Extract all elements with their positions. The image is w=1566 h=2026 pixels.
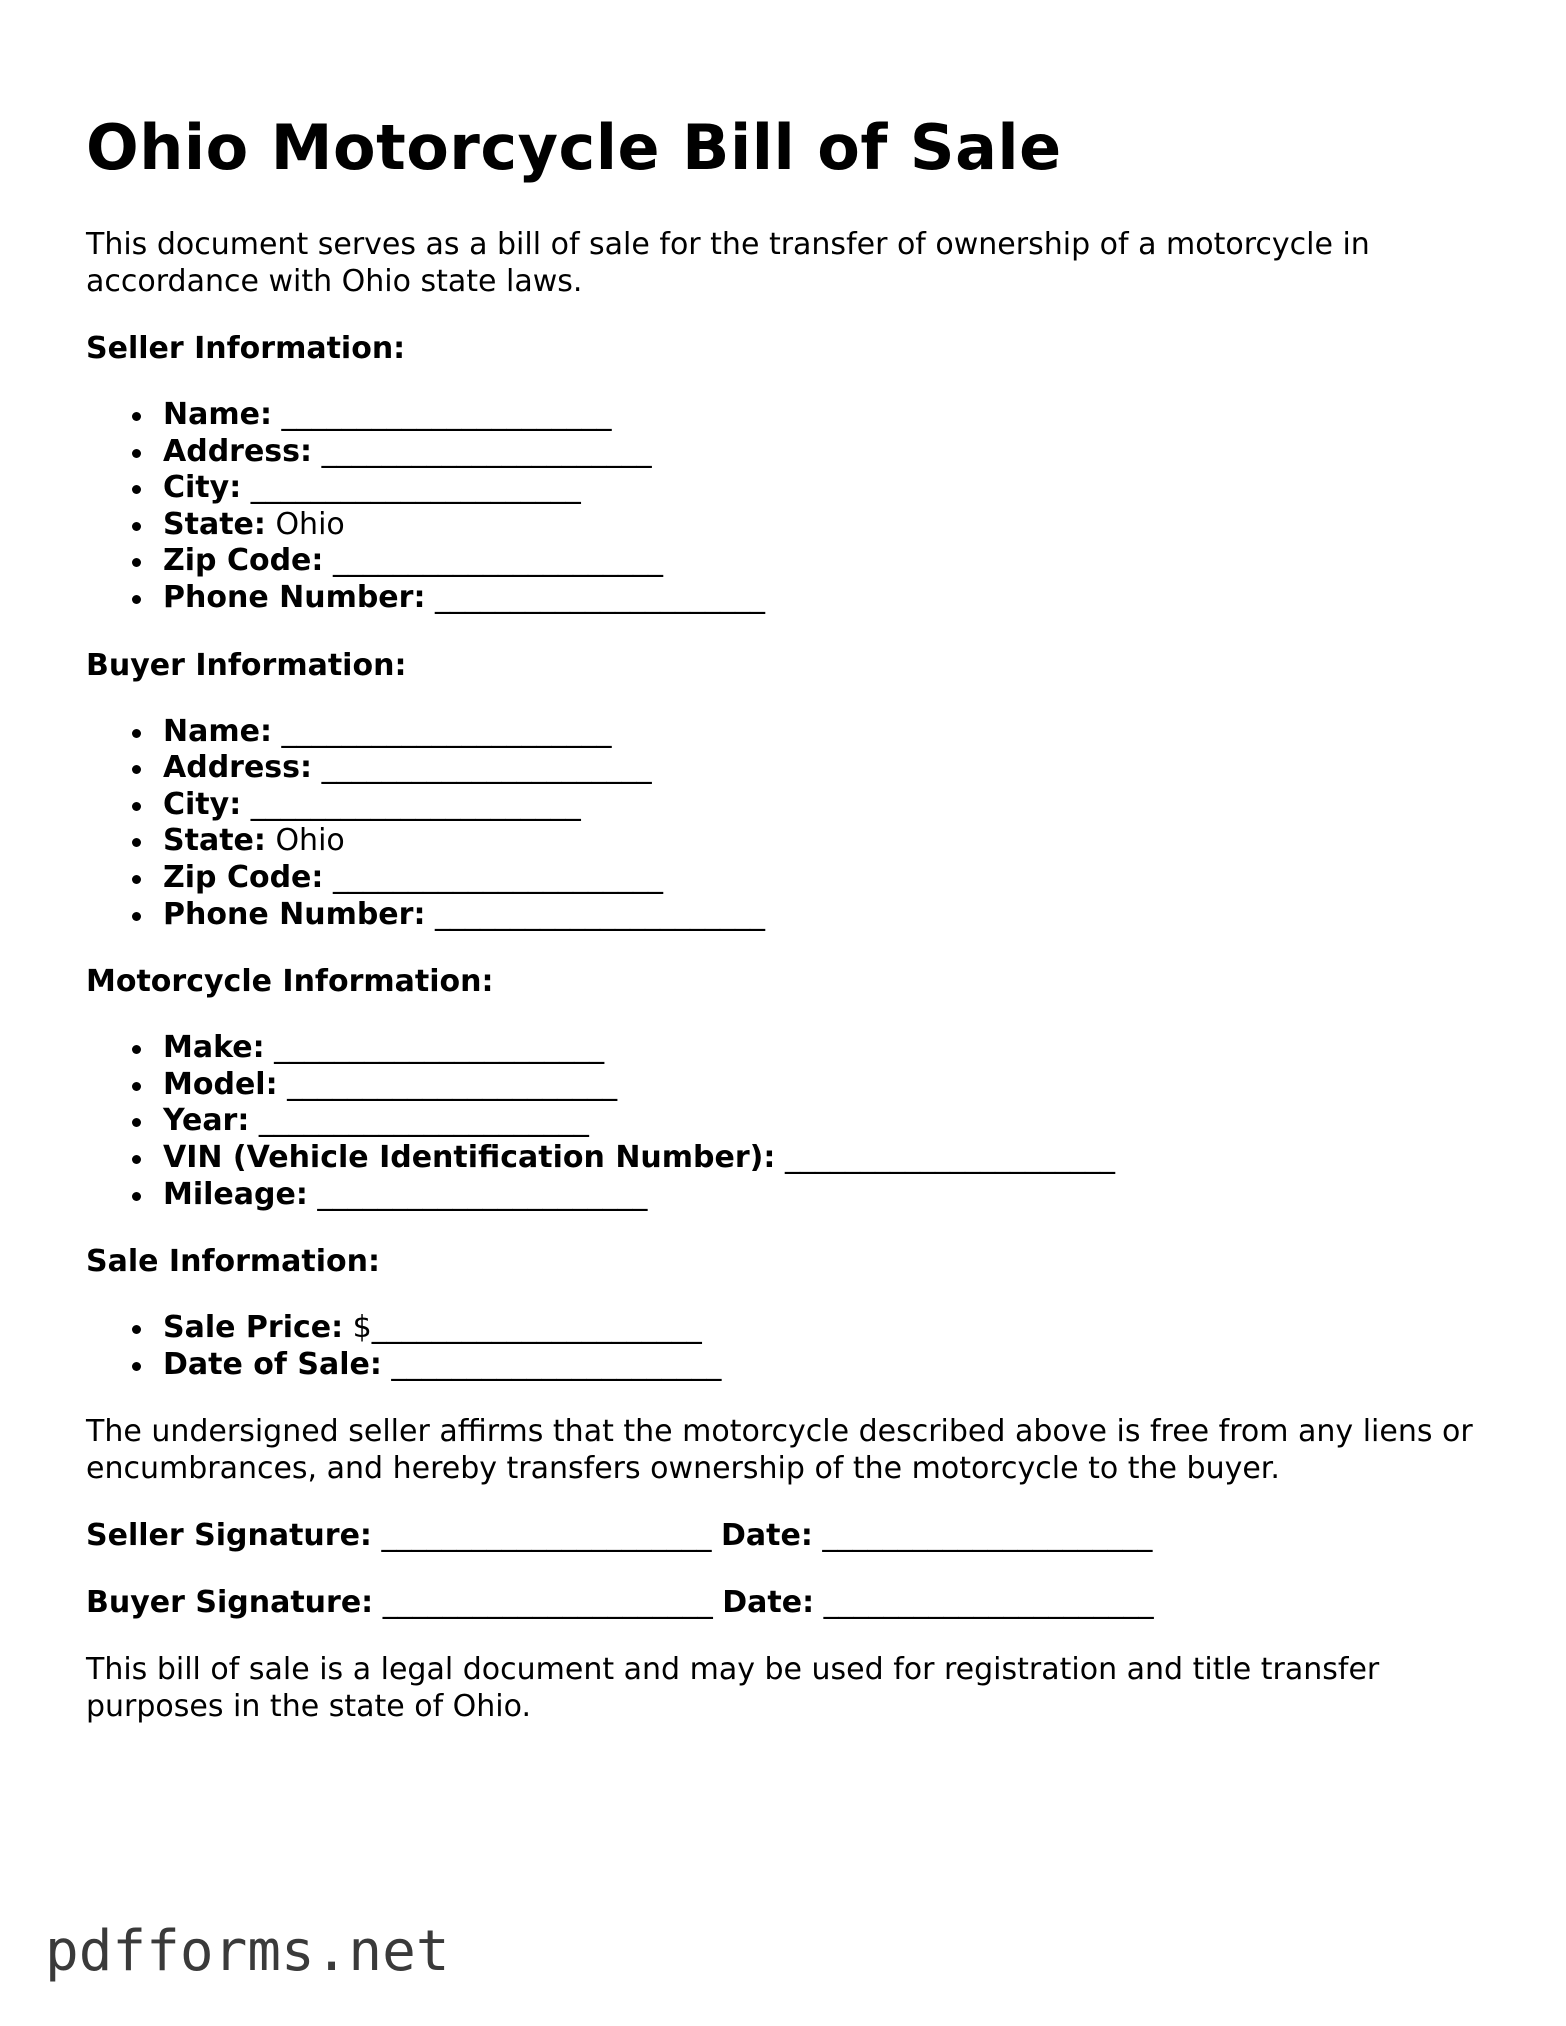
seller-address-field[interactable] <box>86 434 1486 471</box>
affirmation-paragraph: The undersigned seller affirms that the motorcycle described above is free from any liens or encumbrances, and hereby transfers ownership of the motorcycle to the buyer. <box>86 1414 1473 1487</box>
sale-field-list <box>86 1310 1486 1383</box>
field-value: ______________________ <box>250 470 581 506</box>
seller-date-label: Date: <box>721 1518 813 1554</box>
field-value: Ohio <box>275 506 345 542</box>
field-value: ______________________ <box>332 859 663 895</box>
buyer-signature-line <box>86 1584 1486 1621</box>
sale-price-field[interactable] <box>86 1310 1486 1347</box>
field-value: ______________________ <box>321 433 652 469</box>
watermark-logo: pdfforms.net <box>45 1919 450 1984</box>
field-value: ______________________ <box>332 543 663 579</box>
field-label: City: <box>163 786 242 822</box>
field-label: Mileage: <box>163 1176 308 1212</box>
buyer-zip-field[interactable] <box>86 860 1486 897</box>
field-value: Ohio <box>275 823 345 859</box>
field-label: Zip Code: <box>163 859 324 895</box>
field-value: ______________________ <box>317 1176 648 1212</box>
motorcycle-vin-field[interactable] <box>86 1140 1486 1177</box>
field-label: Address: <box>163 750 313 786</box>
motorcycle-model-field[interactable] <box>86 1067 1486 1104</box>
seller-section-heading: Seller Information: <box>86 331 406 366</box>
field-label: Sale Price: <box>163 1310 344 1346</box>
field-value: ______________________ <box>435 579 765 615</box>
buyer-phone-field[interactable] <box>86 897 1486 934</box>
seller-signature-blank[interactable]: ______________________ <box>381 1518 712 1554</box>
field-label: Date of Sale: <box>163 1346 382 1382</box>
field-value: ______________________ <box>281 713 612 749</box>
motorcycle-section-heading: Motorcycle Information: <box>86 964 494 1000</box>
seller-phone-field[interactable] <box>86 580 1486 617</box>
intro-paragraph: This document serves as a bill of sale for the transfer of ownership of a motorcycle in accordance with Ohio state laws. <box>86 227 1370 299</box>
motorcycle-field-list <box>86 1030 1486 1213</box>
field-label: VIN (Vehicle Identification Number): <box>163 1139 776 1175</box>
buyer-signature-blank[interactable]: ______________________ <box>382 1585 713 1621</box>
field-value: ______________________ <box>321 750 652 786</box>
field-label: Make: <box>163 1030 265 1066</box>
seller-city-field[interactable] <box>86 470 1486 507</box>
seller-signature-line <box>86 1517 1486 1554</box>
field-value: ______________________ <box>281 397 612 432</box>
field-label: Phone Number: <box>163 896 426 932</box>
buyer-date-label: Date: <box>722 1585 815 1621</box>
seller-zip-field[interactable] <box>86 543 1486 580</box>
field-label: Phone Number: <box>163 579 426 615</box>
document-page <box>86 100 1486 1725</box>
seller-field-list <box>86 397 1486 617</box>
seller-date-blank[interactable]: ______________________ <box>822 1518 1153 1554</box>
motorcycle-make-field[interactable] <box>86 1030 1486 1067</box>
buyer-field-list <box>86 714 1486 934</box>
field-value: ______________________ <box>391 1346 722 1382</box>
field-label: Year: <box>163 1103 250 1139</box>
field-label: Model: <box>163 1066 278 1102</box>
seller-state-field <box>86 507 1486 544</box>
seller-signature-label: Seller Signature: <box>86 1518 372 1554</box>
field-value: ______________________ <box>435 896 765 932</box>
buyer-city-field[interactable] <box>86 787 1486 824</box>
field-label: Zip Code: <box>163 543 324 579</box>
field-value: ______________________ <box>784 1139 1115 1175</box>
seller-name-field[interactable] <box>86 397 1486 434</box>
field-label: Address: <box>163 433 313 469</box>
field-label: Name: <box>163 713 272 749</box>
field-value: ______________________ <box>258 1103 589 1139</box>
field-value: ______________________ <box>287 1066 618 1102</box>
buyer-section-heading: Buyer Information: <box>86 647 407 683</box>
field-value: $______________________ <box>352 1310 702 1346</box>
closing-paragraph: This bill of sale is a legal document and may be used for registration and title transfer purposes in the state of Ohio. <box>86 1652 1380 1725</box>
document-title: Ohio Motorcycle Bill of Sale <box>86 111 1062 184</box>
motorcycle-mileage-field[interactable] <box>86 1177 1486 1214</box>
buyer-name-field[interactable] <box>86 714 1486 751</box>
field-label: City: <box>163 470 242 506</box>
field-value: ______________________ <box>250 786 581 822</box>
sale-section-heading: Sale Information: <box>86 1244 380 1280</box>
field-label: Name: <box>163 397 272 432</box>
field-label: State: <box>163 506 266 542</box>
field-label: State: <box>163 823 266 859</box>
buyer-state-field <box>86 823 1486 860</box>
motorcycle-year-field[interactable] <box>86 1103 1486 1140</box>
buyer-address-field[interactable] <box>86 750 1486 787</box>
buyer-date-blank[interactable]: ______________________ <box>823 1585 1154 1621</box>
buyer-signature-label: Buyer Signature: <box>86 1585 374 1621</box>
sale-date-field[interactable] <box>86 1347 1486 1384</box>
field-value: ______________________ <box>274 1030 605 1066</box>
